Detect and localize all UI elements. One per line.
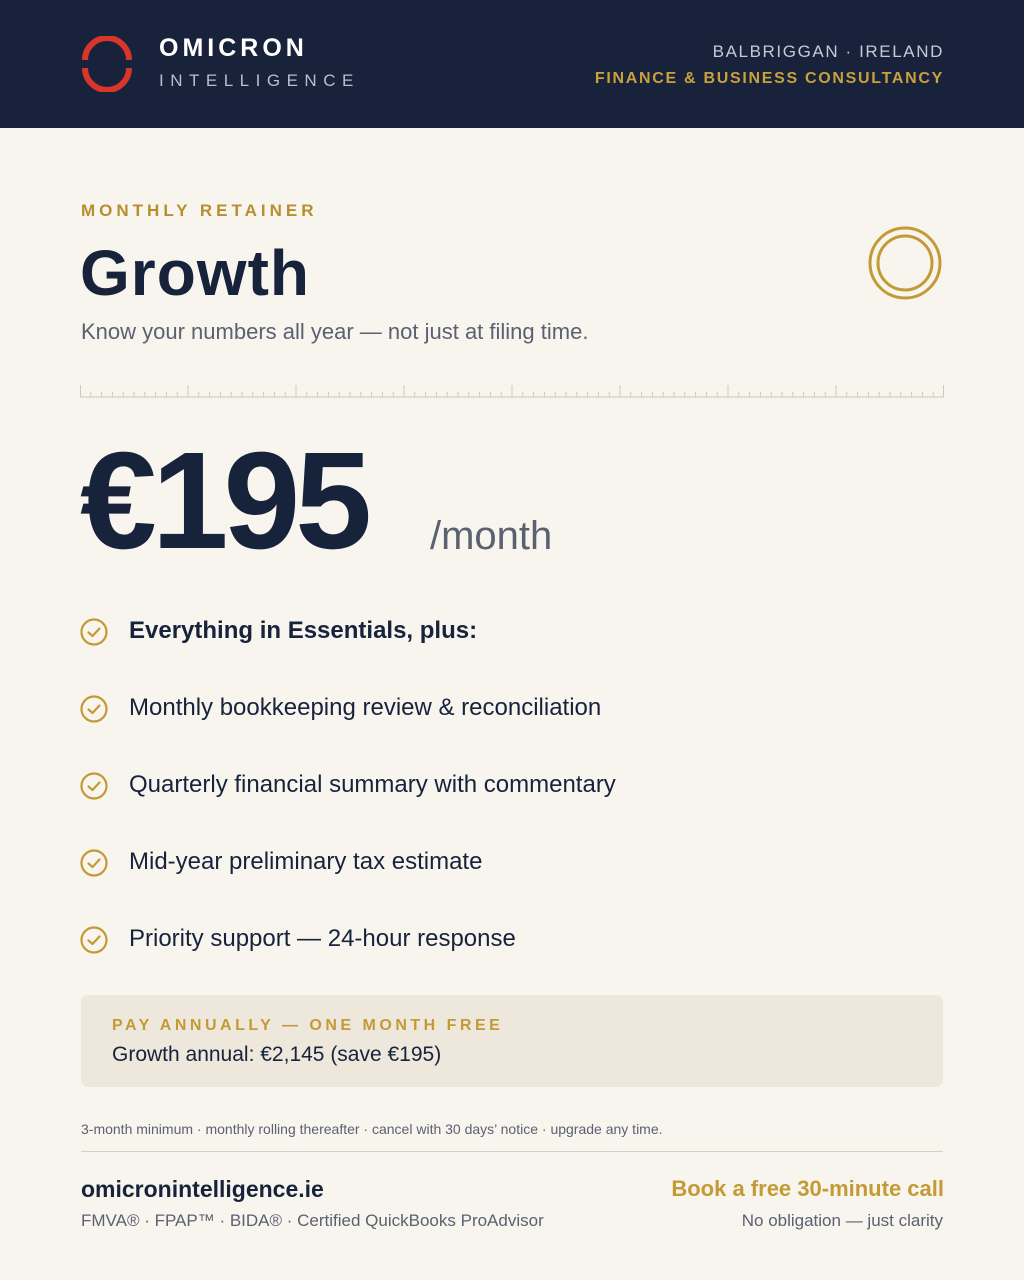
ruler-divider: [80, 384, 944, 398]
terms-note: 3-month minimum · monthly rolling thereafter · cancel with 30 days’ notice · upgrade any time.: [81, 1121, 663, 1137]
double-ring-icon: [867, 225, 943, 301]
book-call-button[interactable]: Book a free 30-minute call: [671, 1176, 944, 1201]
feature-text: Mid-year preliminary tax estimate: [129, 848, 483, 875]
website-link[interactable]: omicronintelligence.ie: [81, 1176, 324, 1202]
plan-subtitle: Know your numbers all year — not just at filing time.: [81, 319, 589, 344]
feature-list: [80, 612, 944, 997]
location-label: BALBRIGGAN · IRELAND: [712, 42, 944, 61]
plan-price: €195: [80, 424, 367, 578]
list-item: [80, 612, 944, 689]
list-item: [80, 766, 944, 843]
omicron-logo-icon: [80, 36, 134, 92]
plan-eyebrow: MONTHLY RETAINER: [81, 201, 318, 220]
annual-offer-text: Growth annual: €2,145 (save €195): [112, 1043, 442, 1066]
feature-text: Monthly bookkeeping review & reconciliation: [129, 694, 602, 721]
feature-text: Quarterly financial summary with commentary: [129, 771, 616, 798]
plan-title: Growth: [80, 237, 310, 309]
check-circle-icon: [80, 849, 108, 877]
brand-tagline: FINANCE & BUSINESS CONSULTANCY: [594, 70, 944, 87]
footer-divider: [81, 1151, 943, 1152]
annual-offer-box: [81, 995, 943, 1087]
price-period: /month: [430, 514, 553, 558]
cta-subtext: No obligation — just clarity: [741, 1211, 943, 1230]
check-circle-icon: [80, 618, 108, 646]
brand-subtitle: INTELLIGENCE: [159, 71, 360, 90]
certifications: FMVA® · FPAP™ · BIDA® · Certified QuickBooks ProAdvisor: [81, 1211, 544, 1230]
check-circle-icon: [80, 695, 108, 723]
header-bar: [0, 0, 1024, 128]
list-item: [80, 920, 944, 997]
list-item: [80, 843, 944, 920]
check-circle-icon: [80, 772, 108, 800]
check-circle-icon: [80, 926, 108, 954]
list-item: [80, 689, 944, 766]
feature-text: Everything in Essentials, plus:: [129, 617, 478, 644]
annual-offer-label: PAY ANNUALLY — ONE MONTH FREE: [112, 1017, 504, 1034]
feature-text: Priority support — 24-hour response: [129, 925, 516, 952]
brand-name: OMICRON: [159, 34, 308, 62]
